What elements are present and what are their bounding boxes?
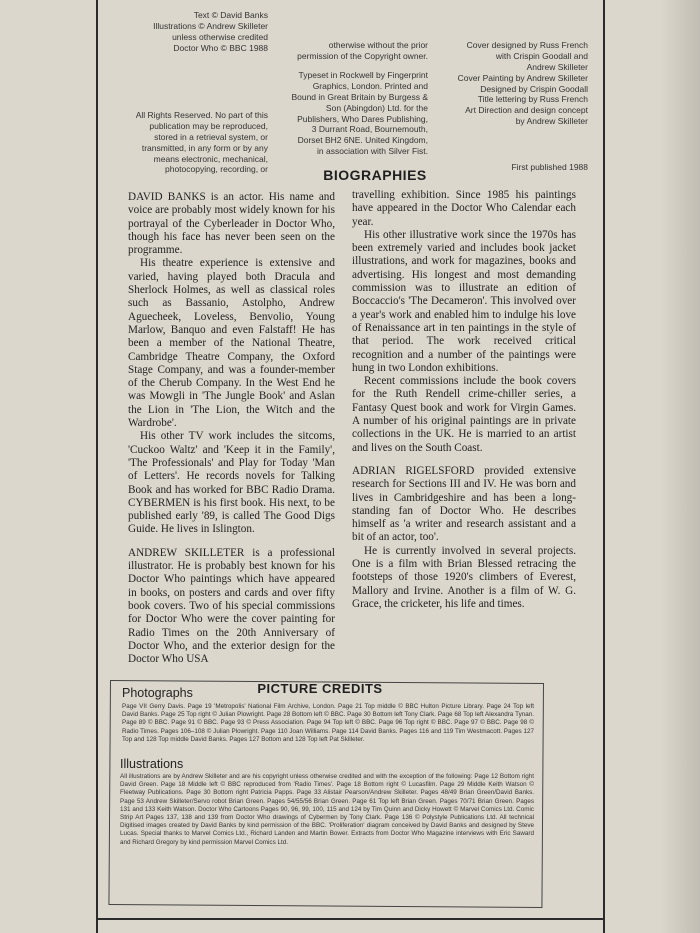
credit-line: Doctor Who © BBC 1988	[173, 42, 268, 53]
credit-line: Graphics, London. Printed and	[312, 80, 428, 91]
bio-paragraph: His other illustrative work since the 1970s has been extremely varied and includes book jacket illustrations, and work for magazines, books and advertising. His longest and most demanding commission was to illustrate an edition of Boccaccio's 'The Decameron'. This involved over a year's work and enabled him to indulge his love of Renaissance art in ten paintings in the style of that period. The work received critical recognition and a number of the paintings were hung in two London exhibitions.	[352, 228, 576, 374]
cover-design-credits	[438, 40, 588, 127]
first-published: First published 1988	[511, 162, 588, 172]
credit-line: Art Direction and design concept	[465, 105, 588, 116]
credit-line: stored in a retrieval system, or	[154, 131, 268, 142]
credit-line: Typeset in Rockwell by Fingerprint	[298, 70, 428, 80]
credit-line: Illustrations © Andrew Skilleter	[153, 20, 268, 31]
picture-credits-heading: PICTURE CREDITS	[257, 681, 383, 696]
credit-line: transmitted, in any form or by any	[141, 142, 268, 153]
bio-paragraph: ADRIAN RIGELSFORD provided extensive research for Sections III and IV. He was born and lives in Cambridgeshire and has been a long-standing fan of Doctor Who. He describes himself as 'a writer and research assistant and a bit of an actor, too'.	[352, 464, 576, 544]
photographs-heading: Photographs	[122, 686, 193, 700]
credit-line: means electronic, mechanical,	[153, 153, 268, 164]
biographies-left-column	[128, 191, 335, 666]
illustrations-heading: Illustrations	[120, 757, 184, 771]
illustrations-credits-paragraph: All illustrations are by Andrew Skilleter and are his copyright unless otherwise credited and with the exception of the following: Page 12 Bottom right David Green. Page 18 Middle left © BBC reproduced from 'Radio Times'. Page 18 Bottom right © Lucasfilm. Page 29 Middle Keith Watson © Fleetway Publications. Page 30 Bottom right Patricia Papps. Page 33 Alistair Pearson/Andrew Skilleter. Pages 48/49 Brian Green/David Banks. Page 53 Andrew Skilleter/Servo robot Brian Green. Pages 54/55/56 Brian Green. Page 61 Top left Brian Green. Pages 70/71 Brian Green. Pages 131 and 133 Keith Watson. Doctor Who Cartoons Pages 90, 96, 99, 100, 115 and 124 by Tim Quinn and Dicky Howett © Marvel Comics Ltd. Comic Strip Art Pages 137, 138 and 139 from Doctor Who drawings of Cybermen by Tony Clark. Page 136 © Polystyle Publications Ltd. All technical Digitised images created by David Banks by kind permission of the BBC. 'Proliferation' diagram conceived by David Banks and designed by Steve Lucas. Special thanks to Marvel Comics Ltd., Richard Landen and Martin Bower. Extracts from Doctor Who Magazine interviews with Eric Saward and Richard Gregory by kind permission Marvel Comics Ltd.	[120, 773, 534, 846]
bio-paragraph: Recent commissions include the book covers for the Ruth Rendell crime-chiller series, a Fantasy Quest book and work for Virgin Games. A number of his original paintings are in private collections in the UK. He is married to an artist and lives on the South Coast.	[352, 375, 576, 454]
credit-line: Title lettering by Russ French	[477, 94, 588, 105]
credit-line: Dorset BH2 6NE. United Kingdom,	[297, 135, 428, 146]
typeset-printing-notice	[278, 70, 428, 157]
bio-paragraph: His theatre experience is extensive and varied, having played both Dracula and Sherlock Holmes, as well as classical roles such as Bassanio, Astolpho, Andrew Aguecheek, Loveless, Benvolio, Young Marlow, Banquo and even Falstaff! He has been a member of the National Theatre, Cambridge Theatre Company, the Oxford Stage Company, and was a founder-member of the Cherub Company. In the West End he was Mowgli in 'The Jungle Book' and Aslan the Lion in 'The Lion, the Witch and the Wardrobe'.	[128, 257, 335, 430]
credit-line: Son (Abingdon) Ltd. for the	[325, 102, 428, 113]
credit-line: Cover designed by Russ French	[466, 40, 588, 50]
page-frame-bottom	[96, 918, 603, 920]
illustrations-credits-text	[120, 773, 534, 847]
permission-notice	[278, 40, 428, 62]
credit-line: Designed by Crispin Goodall	[480, 83, 588, 94]
credit-line: with Crispin Goodall and	[495, 50, 588, 61]
credit-line: Andrew Skilleter	[526, 61, 588, 72]
photographs-credits-paragraph: Page VII Gerry Davis. Page 19 'Metropolis' National Film Archive, London. Page 21 Top middle © BBC Hulton Picture Library. Page 24 Top left David Banks. Page 25 Top right © Julian Plowright. Page 28 Bottom left © BBC. Page 30 Bottom left Tony Clark. Page 68 Top left Alexandra Tynan. Page 89 © BBC. Page 91 © BBC. Page 93 © Press Association. Page 94 Top left © BBC. Page 96 Top right © BBC. Page 97 © BBC. Page 98 © Radio Times. Pages 106–108 © Julian Plowright. Page 110 Joan Williams. Page 114 David Banks. Pages 116 and 119 Tim Westmacott. Pages 127 Top and 128 Top middle David Banks. Pages 127 Bottom and 128 Top left Pat Skilleter.	[122, 703, 534, 743]
credit-line: otherwise without the prior	[328, 40, 428, 50]
bio-paragraph: ANDREW SKILLETER is a professional illustrator. He is probably best known for his Doctor Who paintings which have appeared in books, on posters and cards and over fifty book covers. Two of his special commissions for Doctor Who were the cover painting for Radio Times on the 20th Anniversary of Doctor Who, and the exterior design for the Doctor Who USA	[128, 546, 335, 666]
credit-line: by Andrew Skilleter	[515, 116, 588, 127]
credit-line: Cover Painting by Andrew Skilleter	[457, 72, 588, 83]
bio-paragraph: His other TV work includes the sitcoms, 'Cuckoo Waltz' and 'Keep it in the Family', 'The Professionals' and Play for Today 'Man of Letters'. He records novels for Talking Book and has worked for BBC Radio Drama. CYBERMEN is his first book. His next, to be published early '89, is called The Good Digs Guide. He lives in Islington.	[128, 430, 335, 536]
credit-line: 3 Durrant Road, Bournemouth,	[311, 124, 428, 135]
photographs-credits-text	[122, 703, 534, 744]
credit-line: Text © David Banks	[193, 10, 268, 20]
credit-line: publication may be reproduced,	[149, 120, 268, 131]
credit-line: unless otherwise credited	[172, 31, 268, 42]
credit-line: Publishers, Who Dares Publishing,	[297, 113, 428, 124]
biographies-right-column	[352, 189, 576, 611]
page-edge-shadow	[660, 0, 700, 933]
credit-line: in association with Silver Fist.	[316, 146, 428, 157]
biographies-heading: BIOGRAPHIES	[323, 167, 427, 183]
credit-line: photocopying, recording, or	[164, 164, 268, 175]
credit-line: Bound in Great Britain by Burgess &	[291, 91, 428, 102]
credit-line: permission of the Copyright owner.	[297, 50, 428, 61]
copyright-notice	[118, 10, 268, 54]
bio-paragraph: travelling exhibition. Since 1985 his paintings have appeared in the Doctor Who Calendar each year.	[352, 189, 576, 228]
rights-reserved-notice	[118, 110, 268, 175]
credit-line: All Rights Reserved. No part of this	[135, 110, 268, 120]
bio-paragraph: He is currently involved in several projects. One is a film with Brian Blessed retracing the footsteps of those 1920's climbers of Everest, Mallory and Irvine. Another is a film of W. G. Grace, the cricketer, his life and times.	[352, 544, 576, 610]
bio-paragraph: DAVID BANKS is an actor. His name and voice are probably most widely known for his portrayal of the Cyberleader in Doctor Who, though his face has never been seen on the programme.	[128, 191, 335, 257]
